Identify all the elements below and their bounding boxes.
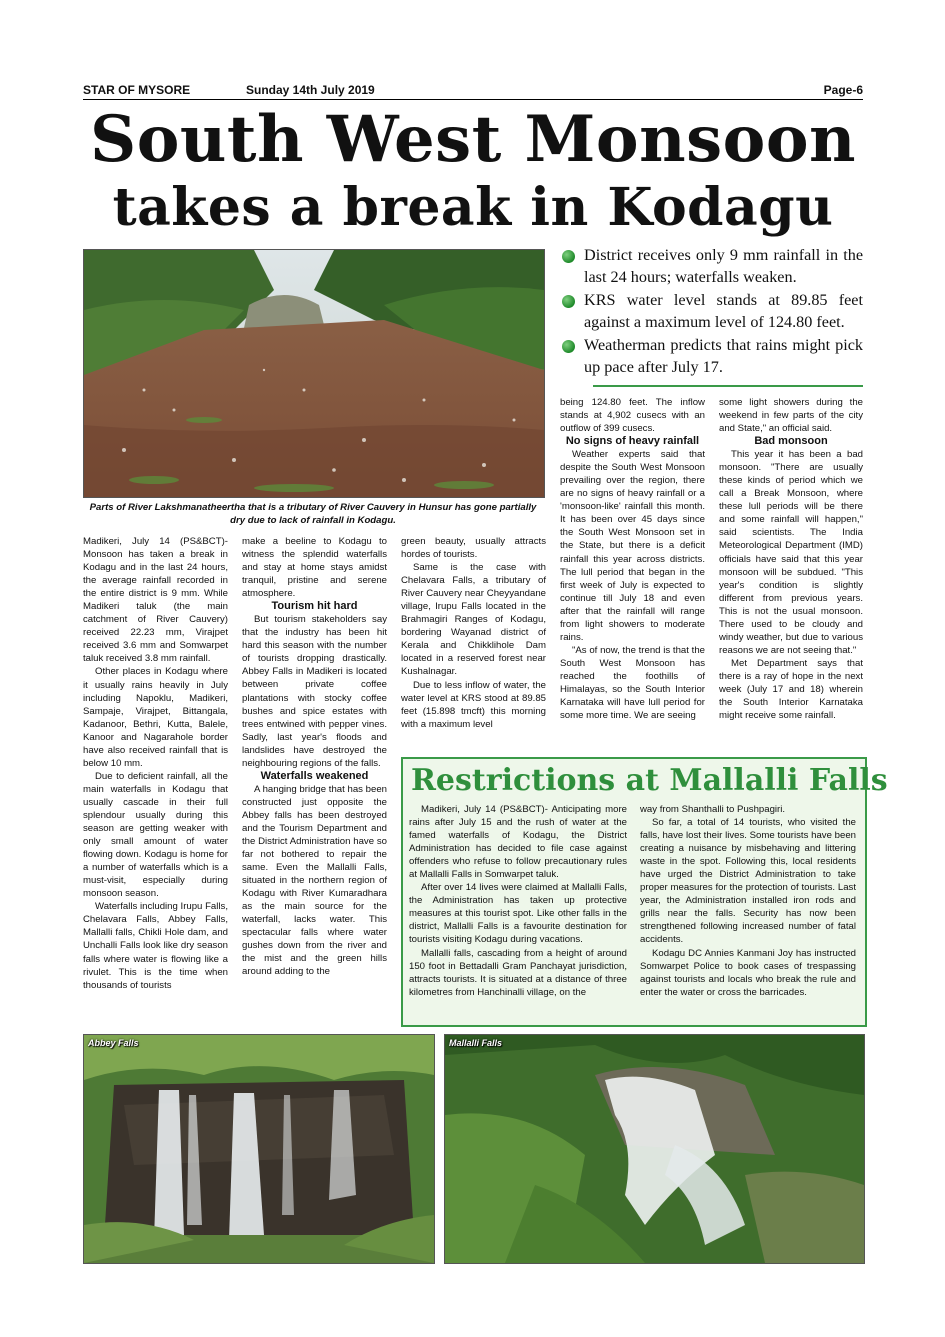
photo-caption: Parts of River Lakshmanatheertha that is a tributary of River Cauvery in Hunsur has gone partially dry due to lack of rainfall in Kodagu. [89,502,537,526]
box-column-right: way from Shanthalli to Pushpagiri. So far, a total of 14 tourists, who visited the falls, have lost their lives. Some tourists have been creating a nuisance by misbehaving and littering waste in the spot. Following this, local residents have urged the District Administration to take proper measures for the protection of tourists. Last year, the Administration installed iron rods and grills near the falls. Security has now been strengthened following increased number of fatal accidents. Kodagu DC Annies Kanmani Joy has instructed Somwarpet Police to book cases of trespassing against tourists and locals who break the rule and enter the water or cross the barricades. [640,804,856,998]
article-column-3: green beauty, usually attracts hordes of tourists. Same is the case with Chelavara Falls, a tributary of River Cauvery near Cheyyandane village, Irupu Falls located in the Brahmagiri Ranges of Kodagu, bordering Wayanad district of Kerala and Chikklihole Dam located in a reserved forest near Kushalnagar. Due to less inflow of water, the water level at KRS stood at 89.85 feet (15.898 tmcft) this morning with a maximum level [401,536,546,730]
highlight-item: District receives only 9 mm rainfall in the last 24 hours; waterfalls weaken. [560,245,863,288]
subheading: Tourism hit hard [271,600,358,613]
header-rule [83,99,863,100]
mallalli-falls-label: Mallalli Falls [449,1038,503,1048]
article-column-5: some light showers during the weekend in few parts of the city and State," an official said. Bad monsoon This year it has been a bad monsoon. "There are usually these kinds of period which we call a Break Monsoon, where these lull periods will be there and some rainfall will happen," said scientists. The India Meteorological Department (IMD) officials have said that this year monsoon will be subdued. "This year's condition is slightly different from previous years. This is not the usual monsoon. There used to be cloudy and windy weather, but due to various reasons we are not seeing that." Met Department says that there is a ray of hope in the next week (July 17 and 18) wherein the South Interior Karnataka might receive some rainfall. [719,397,863,722]
subheading: Waterfalls weakened [260,769,369,782]
subheading: No signs of heavy rainfall [565,435,700,448]
abbey-falls-image [84,1035,434,1263]
highlights-list [560,245,863,380]
article-column-2: make a beeline to Kodagu to witness the splendid waterfalls and stay at home stays amidst tranquil, pristine and serene atmosphere. Tourism hit hard But tourism stakeholders say that the industry has been hit hard this season with the number of tourists dropping drastically. Abbey Falls in Madikeri is located between private coffee plantations with stocky coffee bushes and spice estates with trees entwined with pepper vines. Sadly, last year's floods and landslides have destroyed the neighbouring regions of the falls. Waterfalls weakened A hanging bridge that has been constructed just opposite the Abbey falls has been destroyed and the Tourism Department and the District Administration have so far not bothered to repair the same. Even the Mallalli Falls, situated in the northern region of Kodagu with River Kumaradhara as the main source for the waterfall, lacks water. This spectacular falls where water gushes down from the river and the mist and the green hills around adding to the [242,536,387,978]
article-column-4: being 124.80 feet. The inflow stands at 4,902 cusecs with an outflow of 399 cusecs. No signs of heavy rainfall Weather experts said that despite the South West Monsoon prevailing over the region, there are no signs of heavy rainfall or a 'monsoon-like' rainfall this month. It has been over 45 days since the South West Monsoon set in the State, but there is a deficit rainfall this year across districts. The lull period that began in the first week of July is expected to continue till July 18 and even after that the rainfall will range from light showers to moderate rains. "As of now, the trend is that the South West Monsoon has reached the foothills of Himalayas, so the South Interior Karnataka will have lull period for some more time. We are seeing [560,397,705,722]
box-title: Restrictions at Mallalli Falls [411,763,888,798]
headline-line2: takes a break in Kodagu [112,177,834,238]
abbey-falls-label: Abbey Falls [88,1038,139,1048]
abbey-falls-photo [83,1034,435,1264]
page-number: Page-6 [823,83,863,97]
highlight-item: KRS water level stands at 89.85 feet against a maximum level of 124.80 feet. [560,290,863,333]
headline-line1: South West Monsoon [89,102,857,177]
river-photo [83,249,545,498]
newspaper-name: STAR OF MYSORE [83,83,191,97]
green-bullet-icon [562,340,575,353]
green-bullet-icon [562,295,575,308]
box-column-left: Madikeri, July 14 (PS&BCT)- Anticipating more rains after July 15 and the rush of water at the famed waterfalls of Kodagu, the District Administration has decided to file case against offenders who refuse to follow precautionary rules at Mallalli Falls in Somwarpet taluk. After over 14 lives were claimed at Mallalli Falls, the Administration has taken up protective measures at this tourist spot. Like other falls in the district, Mallalli Falls is a favourite destination for tourists visiting Kodagu during vacations. Mallalli falls, cascading from a height of around 150 foot in Bettadalli Gram Panchayat jurisdiction, attracts tourists. It is situated at a distance of three kilometres from Hanchinalli village, on the [409,804,627,998]
subheading: Bad monsoon [754,435,828,448]
mallalli-falls-photo [444,1034,865,1264]
issue-date: Sunday 14th July 2019 [246,83,375,97]
green-bullet-icon [562,250,575,263]
article-column-1: Madikeri, July 14 (PS&BCT)- Monsoon has taken a break in Kodagu and in the last 24 hours, the average rainfall recorded in the entire district is 9 mm. While Madikeri taluk (the main catchment of River Cauvery) received 22.23 mm, Virajpet received 3.6 mm and Somwarpet taluk received 3.8 mm rainfall. Other places in Kodagu where it usually rains heavily in July including Napoklu, Madikeri, Sampaje, Virajpet, Bittangala, Kadanoor, Bethri, Kutta, Balele, Kanoor and Nagarahole border have also received rainfall that is below 10 mm. Due to deficient rainfall, all the main waterfalls in Kodagu that usually cascade in their full splendour usually during this season are getting weaker with only small amount of water flowing down. Kodagu is home for a number of waterfalls which is a must-visit, especially during monsoon season. Waterfalls including Irupu Falls, Chelavara Falls, Abbey Falls, Mallalli falls, Chikli Hole dam, and Unchalli Falls look like dry season falls where water is flowing like a rivulet. This is the time when thousands of tourists [83,536,228,991]
highlight-item: Weatherman predicts that rains might pick up pace after July 17. [560,335,863,378]
river-photo-image [84,250,544,497]
highlights-rule [593,385,863,387]
mallalli-falls-image [445,1035,864,1263]
restrictions-box [401,757,888,1027]
